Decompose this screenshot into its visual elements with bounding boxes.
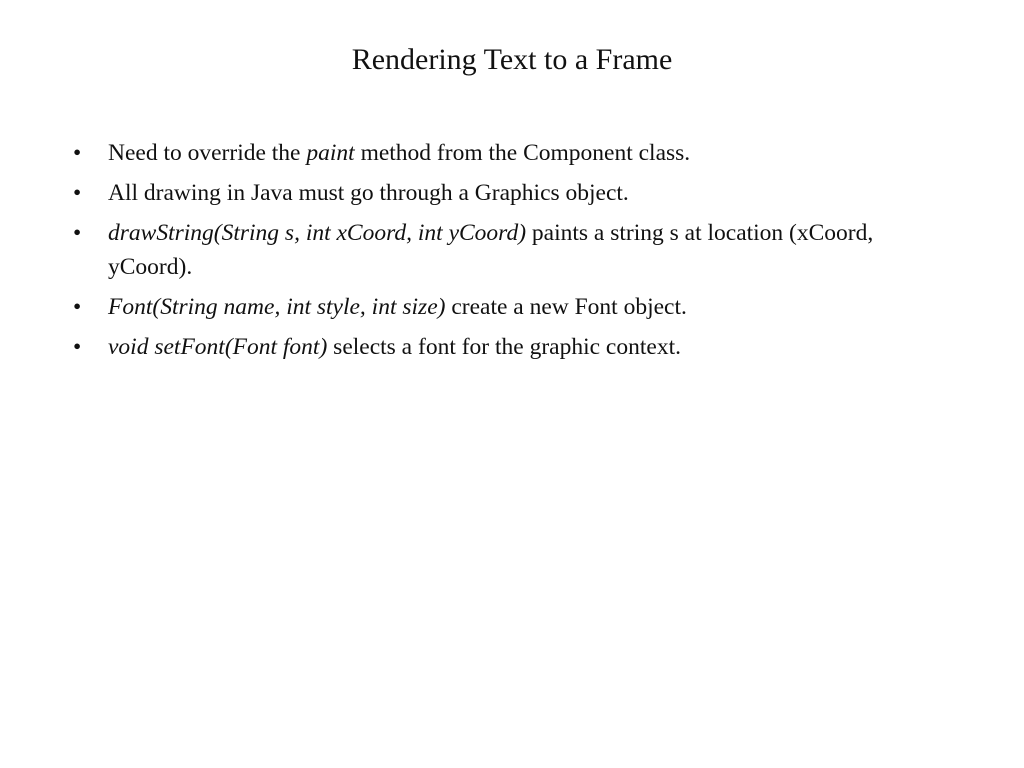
list-item bbox=[73, 176, 953, 210]
list-item bbox=[73, 290, 953, 324]
bullet-text-italic: paint bbox=[306, 140, 355, 166]
slide-title: Rendering Text to a Frame bbox=[351, 43, 673, 76]
bullet-icon: • bbox=[73, 140, 82, 166]
bullet-icon: • bbox=[73, 180, 82, 206]
bullet-text-italic: Font(String name, int style, int size) bbox=[108, 294, 446, 320]
bullet-text-plain: Need to override the bbox=[108, 140, 307, 166]
bullet-text-plain: selects a font for the graphic context. bbox=[327, 334, 681, 360]
bullet-icon: • bbox=[73, 294, 82, 320]
bullet-icon: • bbox=[73, 220, 82, 246]
bullet-text-plain: create a new Font object. bbox=[445, 294, 687, 320]
bullet-list bbox=[73, 136, 953, 370]
bullet-text-italic: drawString(String s, int xCoord, int yCoord) bbox=[108, 220, 527, 246]
bullet-text-plain: All drawing in Java must go through a Graphics object. bbox=[108, 180, 629, 206]
list-item bbox=[73, 136, 953, 170]
bullet-text-italic: void setFont(Font font) bbox=[108, 334, 328, 360]
list-item bbox=[73, 330, 953, 364]
bullet-text-plain: method from the Component class. bbox=[354, 140, 691, 166]
list-item bbox=[73, 216, 953, 284]
bullet-text-plain: paints a string s at location (xCoord, yCoord). bbox=[108, 220, 874, 280]
bullet-icon: • bbox=[73, 334, 82, 360]
